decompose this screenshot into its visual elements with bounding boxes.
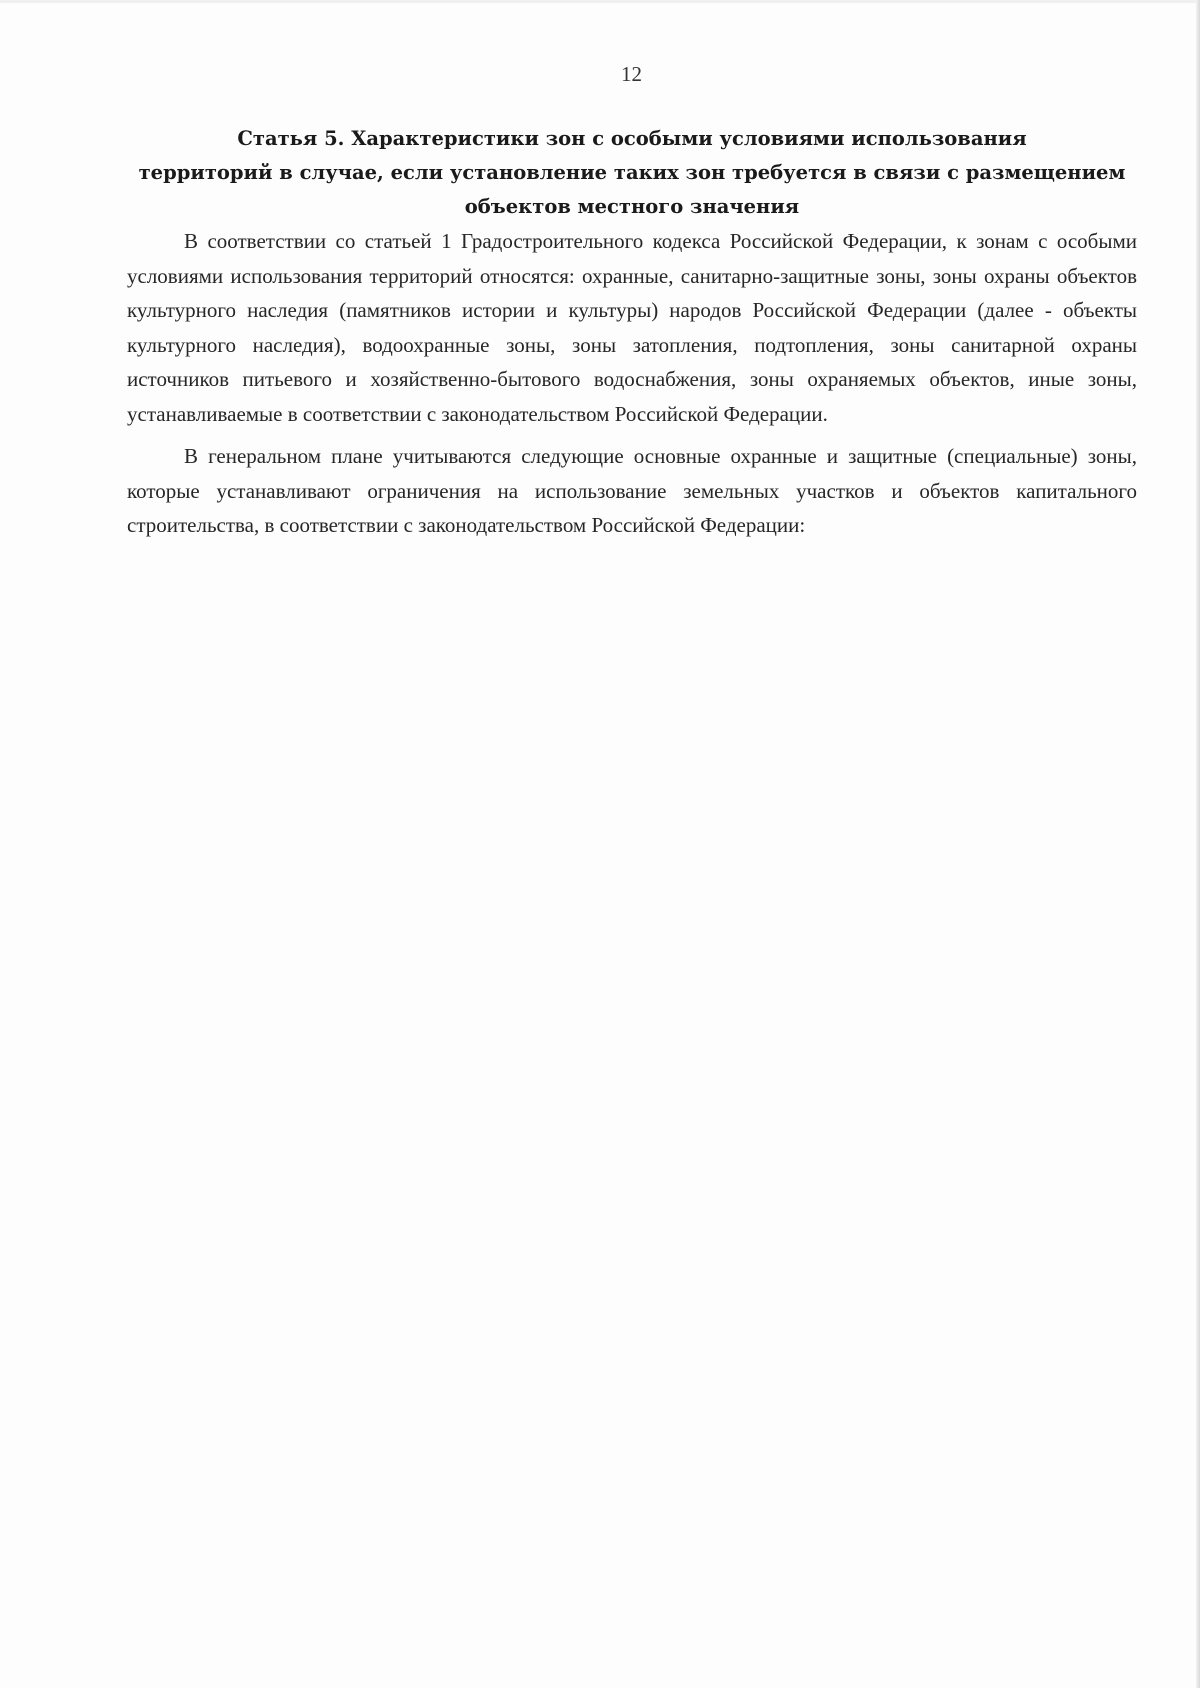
article-body <box>127 224 1137 551</box>
article-heading <box>127 122 1137 224</box>
article-heading-line-1: Статья 5. Характеристики зон с особыми условиями использования <box>237 127 1027 150</box>
article-heading-line-2: территорий в случае, если установление таких зон требуется в связи с размещением <box>138 161 1126 184</box>
page-right-edge <box>1196 0 1200 1688</box>
paragraph-zones-definition: В соответствии со статьей 1 Градостроительного кодекса Российской Федерации, к зонам с особыми условиями использования территорий относятся: охранные, санитарно-защитные зоны, зоны охраны объектов культурного наследия (памятников истории и культуры) народов Российской Федерации (далее - объекты культурного наследия), водоохранные зоны, зоны затопления, подтопления, зоны санитарной охраны источников питьевого и хозяйственно-бытового водоснабжения, зоны охраняемых объектов, иные зоны, устанавливаемые в соответствии с законодательством Российской Федерации. <box>127 229 1137 426</box>
page-number: 12 <box>621 62 642 86</box>
page-top-edge <box>0 0 1200 3</box>
article-heading-line-3: объектов местного значения <box>464 195 800 218</box>
paragraph-general-plan-zones: В генеральном плане учитываются следующие основные охранные и защитные (специальные) зоны, которые устанавливают ограничения на использование земельных участков и объектов капитального строительства, в соответствии с законодательством Российской Федерации: <box>127 444 1137 537</box>
